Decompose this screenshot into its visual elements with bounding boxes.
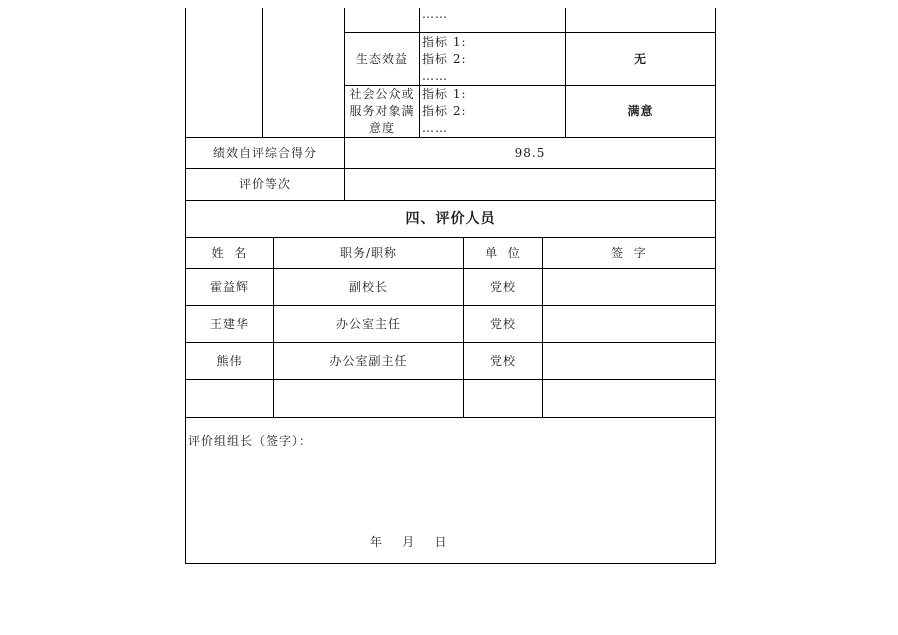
border-h12 <box>185 563 716 564</box>
header-position: 职务/职称 <box>339 245 398 260</box>
row2-position: 办公室主任 <box>335 316 401 331</box>
eco-indicator-1: 指标 1: <box>422 35 467 49</box>
row4-unit <box>464 380 542 417</box>
row4-name <box>186 380 273 417</box>
cell-eco-label: 生态效益 <box>355 51 408 66</box>
cell-social-indicators <box>422 86 467 137</box>
row1-name: 霍益辉 <box>209 279 249 294</box>
header-name: 姓 名 <box>211 245 248 260</box>
section-title-evaluators: 四、评价人员 <box>405 210 496 227</box>
cell-social-value: 满意 <box>627 104 654 118</box>
grade-label: 评价等次 <box>238 177 291 191</box>
row1-unit: 党校 <box>489 279 516 294</box>
cell-eco-value: 无 <box>633 51 647 66</box>
row1-position: 副校长 <box>348 279 388 294</box>
cell-row0-indicators: …… <box>422 7 448 21</box>
row3-unit: 党校 <box>489 353 516 368</box>
social-indicator-1: 指标 1: <box>422 87 467 101</box>
social-indicator-2: 指标 2: <box>422 104 467 118</box>
grade-value <box>345 169 715 200</box>
border-v1 <box>262 8 263 137</box>
border-right <box>715 8 716 564</box>
header-signature: 签 字 <box>611 245 647 260</box>
row1-signature[interactable] <box>543 269 715 305</box>
row3-position: 办公室副主任 <box>329 353 408 368</box>
social-indicator-more: …… <box>422 121 448 135</box>
eco-indicator-more: …… <box>422 69 448 83</box>
leader-signature-label: 评价组组长（签字）： <box>188 434 313 448</box>
row4-signature[interactable] <box>543 380 715 417</box>
row3-name: 熊伟 <box>216 353 243 368</box>
row2-name: 王建华 <box>209 316 249 331</box>
cell-social-label: 社会公众或服务对象满意度 <box>349 87 415 135</box>
eco-indicator-2: 指标 2: <box>422 52 467 66</box>
row3-signature[interactable] <box>543 343 715 379</box>
score-label: 绩效自评综合得分 <box>212 145 317 160</box>
header-unit: 单 位 <box>485 245 521 260</box>
border-v3 <box>419 8 420 137</box>
row2-unit: 党校 <box>489 316 516 331</box>
cell-eco-indicators <box>422 34 467 85</box>
leader-signature-date: 年 月 日 <box>370 535 448 549</box>
row2-signature[interactable] <box>543 306 715 342</box>
score-value: 98.5 <box>514 145 546 160</box>
row4-position <box>274 380 463 417</box>
border-h11 <box>185 417 716 418</box>
